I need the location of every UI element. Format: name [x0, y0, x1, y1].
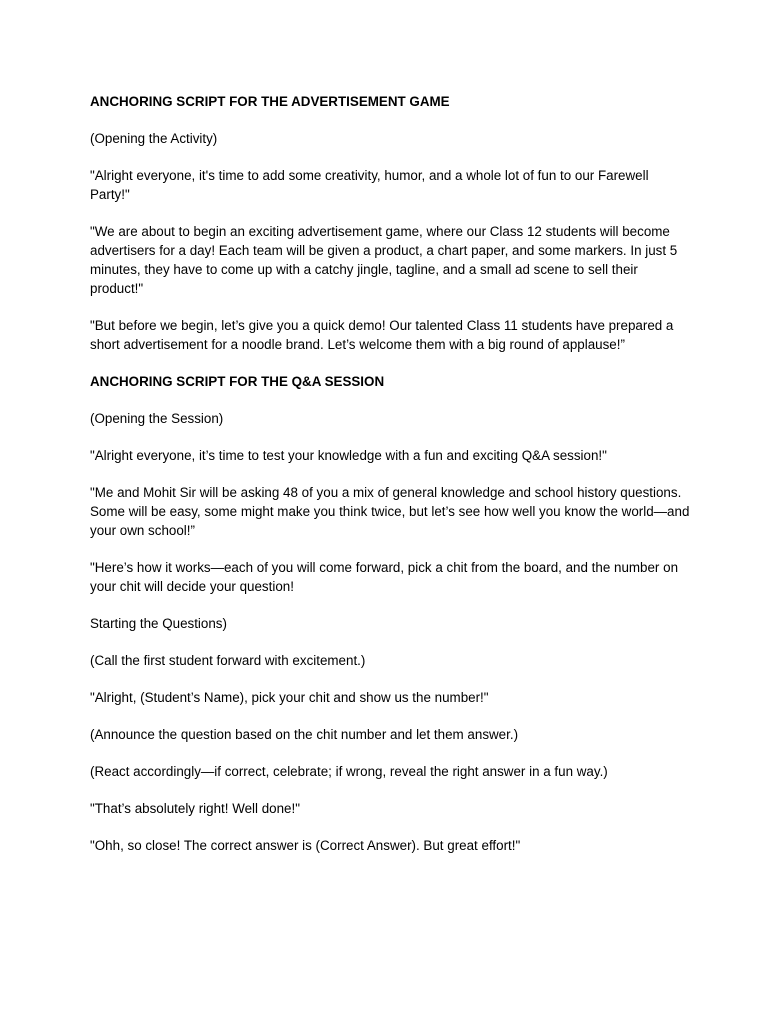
paragraph: (Opening the Activity) [90, 131, 218, 146]
paragraph: "But before we begin, let’s give you a quick demo! Our talented Class 11 students have prepared a short advertisement for a noodle brand. Let’s welcome them with a big round of applause!” [90, 318, 674, 352]
paragraph: "Alright, (Student’s Name), pick your chit and show us the number!" [90, 690, 489, 705]
paragraph: "Alright everyone, it’s time to test your knowledge with a fun and exciting Q&A session!" [90, 448, 607, 463]
paragraph: "We are about to begin an exciting advertisement game, where our Class 12 students will become advertisers for a day! Each team will be given a product, a chart paper, and some markers. In just 5 minutes, they have to come up with a catchy jingle, tagline, and a small ad scene to sell their product!" [90, 224, 678, 296]
section-heading-qa-session: ANCHORING SCRIPT FOR THE Q&A SESSION [90, 374, 385, 389]
document-page [90, 92, 690, 873]
paragraph: "Me and Mohit Sir will be asking 48 of you a mix of general knowledge and school history questions. Some will be easy, some might make you think twice, but let’s see how well you know the world—and your own school!” [90, 485, 690, 538]
paragraph: "Ohh, so close! The correct answer is (Correct Answer). But great effort!" [90, 838, 521, 853]
paragraph: "Alright everyone, it's time to add some creativity, humor, and a whole lot of fun to our Farewell Party!" [90, 168, 649, 202]
paragraph: (Opening the Session) [90, 411, 224, 426]
paragraph: "That’s absolutely right! Well done!" [90, 801, 300, 816]
section-heading-advertisement-game: ANCHORING SCRIPT FOR THE ADVERTISEMENT GAME [90, 94, 450, 109]
paragraph: Starting the Questions) [90, 616, 227, 631]
paragraph: "Here’s how it works—each of you will come forward, pick a chit from the board, and the number on your chit will decide your question! [90, 560, 679, 594]
paragraph: (React accordingly—if correct, celebrate; if wrong, reveal the right answer in a fun way.) [90, 764, 608, 779]
paragraph: (Announce the question based on the chit number and let them answer.) [90, 727, 519, 742]
paragraph: (Call the first student forward with excitement.) [90, 653, 366, 668]
